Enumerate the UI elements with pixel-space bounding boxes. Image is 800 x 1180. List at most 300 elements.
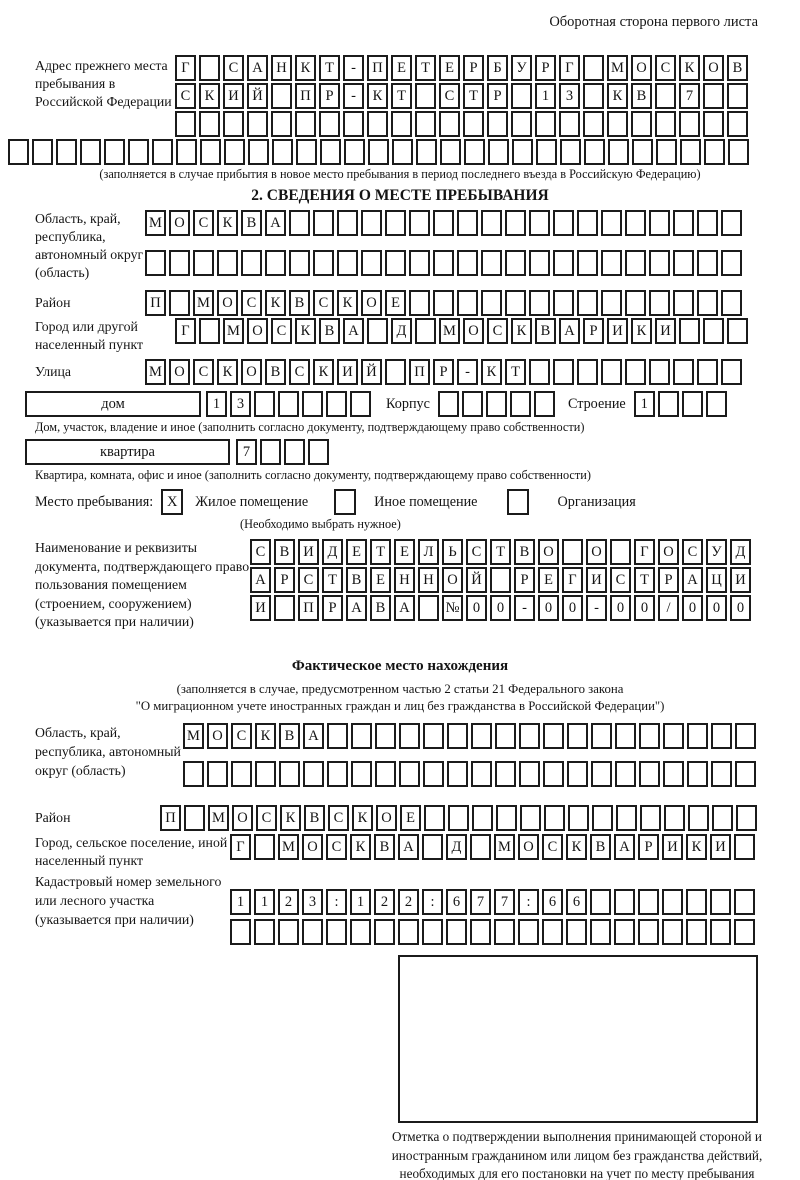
- char-box-empty[interactable]: [721, 250, 742, 276]
- char-box-empty[interactable]: [471, 723, 492, 749]
- char-box-filled[interactable]: 0: [538, 595, 559, 621]
- house-type-box[interactable]: дом: [25, 391, 201, 417]
- char-box-filled[interactable]: В: [346, 567, 367, 593]
- char-box-filled[interactable]: О: [232, 805, 253, 831]
- char-box-empty[interactable]: [169, 290, 190, 316]
- char-box-empty[interactable]: [462, 391, 483, 417]
- char-box-empty[interactable]: [679, 318, 700, 344]
- char-box-empty[interactable]: [687, 723, 708, 749]
- char-box-empty[interactable]: [344, 139, 365, 165]
- char-box-empty[interactable]: [457, 210, 478, 236]
- char-box-filled[interactable]: К: [217, 359, 238, 385]
- char-box-filled[interactable]: 1: [535, 83, 556, 109]
- char-box-filled[interactable]: С: [250, 539, 271, 565]
- char-box-filled[interactable]: Н: [418, 567, 439, 593]
- char-box-empty[interactable]: [375, 761, 396, 787]
- char-box-empty[interactable]: [231, 761, 252, 787]
- char-box-filled[interactable]: В: [370, 595, 391, 621]
- char-box-empty[interactable]: [367, 111, 388, 137]
- char-box-empty[interactable]: [128, 139, 149, 165]
- char-box-filled[interactable]: А: [394, 595, 415, 621]
- char-box-empty[interactable]: [510, 391, 531, 417]
- char-box-empty[interactable]: [424, 805, 445, 831]
- char-box-filled[interactable]: 3: [230, 391, 251, 417]
- char-box-filled[interactable]: 0: [682, 595, 703, 621]
- char-box-filled[interactable]: У: [511, 55, 532, 81]
- char-box-empty[interactable]: [656, 139, 677, 165]
- char-box-filled[interactable]: 6: [542, 889, 563, 915]
- char-box-empty[interactable]: [688, 805, 709, 831]
- char-box-empty[interactable]: [423, 723, 444, 749]
- char-box-empty[interactable]: [199, 318, 220, 344]
- char-box-filled[interactable]: А: [398, 834, 419, 860]
- char-box-empty[interactable]: [505, 210, 526, 236]
- char-box-empty[interactable]: [520, 805, 541, 831]
- char-box-empty[interactable]: [350, 919, 371, 945]
- char-box-filled[interactable]: А: [250, 567, 271, 593]
- char-box-filled[interactable]: А: [614, 834, 635, 860]
- char-box-empty[interactable]: [639, 761, 660, 787]
- char-box-empty[interactable]: [658, 391, 679, 417]
- char-box-empty[interactable]: [543, 761, 564, 787]
- char-box-filled[interactable]: 0: [466, 595, 487, 621]
- char-box-empty[interactable]: [207, 761, 228, 787]
- char-box-filled[interactable]: О: [442, 567, 463, 593]
- char-box-filled[interactable]: С: [466, 539, 487, 565]
- char-box-filled[interactable]: В: [374, 834, 395, 860]
- char-box-empty[interactable]: [583, 111, 604, 137]
- char-box-empty[interactable]: [529, 210, 550, 236]
- char-box-filled[interactable]: В: [631, 83, 652, 109]
- char-box-empty[interactable]: [464, 139, 485, 165]
- char-box-empty[interactable]: [278, 391, 299, 417]
- char-box-filled[interactable]: 2: [398, 889, 419, 915]
- char-box-filled[interactable]: 6: [566, 889, 587, 915]
- char-box-empty[interactable]: [439, 111, 460, 137]
- char-box-empty[interactable]: [543, 723, 564, 749]
- char-box-empty[interactable]: [590, 889, 611, 915]
- char-box-filled[interactable]: Т: [391, 83, 412, 109]
- char-box-filled[interactable]: И: [223, 83, 244, 109]
- char-box-filled[interactable]: В: [514, 539, 535, 565]
- char-box-empty[interactable]: [663, 723, 684, 749]
- char-box-empty[interactable]: [711, 723, 732, 749]
- char-box-filled[interactable]: В: [279, 723, 300, 749]
- char-box-empty[interactable]: [496, 805, 517, 831]
- char-box-empty[interactable]: [313, 210, 334, 236]
- char-box-empty[interactable]: [505, 250, 526, 276]
- char-box-empty[interactable]: [686, 919, 707, 945]
- char-box-empty[interactable]: [682, 391, 703, 417]
- char-box-empty[interactable]: [511, 111, 532, 137]
- char-box-empty[interactable]: [230, 919, 251, 945]
- char-box-filled[interactable]: /: [658, 595, 679, 621]
- char-box-filled[interactable]: О: [169, 359, 190, 385]
- char-box-empty[interactable]: [638, 919, 659, 945]
- char-box-filled[interactable]: 1: [350, 889, 371, 915]
- char-box-empty[interactable]: [415, 83, 436, 109]
- char-box-empty[interactable]: [295, 111, 316, 137]
- char-box-empty[interactable]: [327, 723, 348, 749]
- char-box-empty[interactable]: [398, 919, 419, 945]
- char-box-empty[interactable]: [553, 210, 574, 236]
- char-box-empty[interactable]: [673, 250, 694, 276]
- char-box-empty[interactable]: [505, 290, 526, 316]
- char-box-empty[interactable]: [433, 250, 454, 276]
- char-box-empty[interactable]: [673, 210, 694, 236]
- char-box-filled[interactable]: В: [289, 290, 310, 316]
- char-box-empty[interactable]: [145, 250, 166, 276]
- char-box-empty[interactable]: [223, 111, 244, 137]
- char-box-empty[interactable]: [614, 919, 635, 945]
- char-box-filled[interactable]: Е: [346, 539, 367, 565]
- char-box-empty[interactable]: [583, 55, 604, 81]
- char-box-filled[interactable]: 7: [470, 889, 491, 915]
- char-box-empty[interactable]: [703, 83, 724, 109]
- char-box-empty[interactable]: [375, 723, 396, 749]
- char-box-empty[interactable]: [350, 391, 371, 417]
- char-box-filled[interactable]: К: [631, 318, 652, 344]
- char-box-filled[interactable]: К: [350, 834, 371, 860]
- char-box-empty[interactable]: [415, 111, 436, 137]
- char-box-filled[interactable]: -: [457, 359, 478, 385]
- char-box-filled[interactable]: К: [280, 805, 301, 831]
- char-box-empty[interactable]: [560, 139, 581, 165]
- char-box-empty[interactable]: [583, 83, 604, 109]
- char-box-filled[interactable]: Г: [175, 318, 196, 344]
- char-box-filled[interactable]: М: [223, 318, 244, 344]
- char-box-filled[interactable]: П: [145, 290, 166, 316]
- char-box-filled[interactable]: К: [511, 318, 532, 344]
- char-box-empty[interactable]: [721, 290, 742, 316]
- char-box-empty[interactable]: [553, 250, 574, 276]
- char-box-empty[interactable]: [495, 761, 516, 787]
- char-box-empty[interactable]: [470, 919, 491, 945]
- char-box-empty[interactable]: [392, 139, 413, 165]
- char-box-filled[interactable]: С: [175, 83, 196, 109]
- char-box-empty[interactable]: [399, 761, 420, 787]
- char-box-filled[interactable]: В: [319, 318, 340, 344]
- char-box-filled[interactable]: И: [710, 834, 731, 860]
- char-box-empty[interactable]: [615, 761, 636, 787]
- char-box-filled[interactable]: О: [302, 834, 323, 860]
- char-box-empty[interactable]: [568, 805, 589, 831]
- char-box-filled[interactable]: К: [199, 83, 220, 109]
- char-box-empty[interactable]: [199, 55, 220, 81]
- char-box-empty[interactable]: [679, 111, 700, 137]
- apartment-type-box[interactable]: квартира: [25, 439, 230, 465]
- char-box-filled[interactable]: С: [256, 805, 277, 831]
- char-box-empty[interactable]: [183, 761, 204, 787]
- char-box-empty[interactable]: [567, 761, 588, 787]
- char-box-empty[interactable]: [592, 805, 613, 831]
- char-box-empty[interactable]: [727, 83, 748, 109]
- char-box-filled[interactable]: А: [265, 210, 286, 236]
- char-box-empty[interactable]: [614, 889, 635, 915]
- char-box-filled[interactable]: С: [193, 359, 214, 385]
- char-box-empty[interactable]: [175, 111, 196, 137]
- char-box-empty[interactable]: [601, 290, 622, 316]
- char-box-filled[interactable]: К: [481, 359, 502, 385]
- char-box-filled[interactable]: Т: [322, 567, 343, 593]
- char-box-filled[interactable]: 1: [634, 391, 655, 417]
- char-box-filled[interactable]: О: [207, 723, 228, 749]
- char-box-empty[interactable]: [471, 761, 492, 787]
- char-box-filled[interactable]: Е: [385, 290, 406, 316]
- char-box-empty[interactable]: [327, 761, 348, 787]
- char-box-filled[interactable]: К: [217, 210, 238, 236]
- char-box-filled[interactable]: Р: [319, 83, 340, 109]
- char-box-empty[interactable]: [457, 290, 478, 316]
- char-box-filled[interactable]: Р: [658, 567, 679, 593]
- char-box-filled[interactable]: И: [298, 539, 319, 565]
- char-box-filled[interactable]: Н: [271, 55, 292, 81]
- char-box-empty[interactable]: [655, 83, 676, 109]
- char-box-filled[interactable]: А: [343, 318, 364, 344]
- char-box-filled[interactable]: 0: [610, 595, 631, 621]
- char-box-empty[interactable]: [625, 210, 646, 236]
- char-box-empty[interactable]: [416, 139, 437, 165]
- char-box-empty[interactable]: [199, 111, 220, 137]
- char-box-empty[interactable]: [736, 805, 757, 831]
- char-box-empty[interactable]: [247, 111, 268, 137]
- char-box-empty[interactable]: [361, 210, 382, 236]
- char-box-filled[interactable]: 2: [278, 889, 299, 915]
- char-box-empty[interactable]: [735, 761, 756, 787]
- char-box-empty[interactable]: [374, 919, 395, 945]
- char-box-empty[interactable]: [385, 359, 406, 385]
- char-box-empty[interactable]: [577, 210, 598, 236]
- char-box-empty[interactable]: [399, 723, 420, 749]
- char-box-filled[interactable]: В: [727, 55, 748, 81]
- char-box-filled[interactable]: М: [439, 318, 460, 344]
- char-box-filled[interactable]: М: [208, 805, 229, 831]
- char-box-empty[interactable]: [607, 111, 628, 137]
- checkbox-inoe[interactable]: [334, 489, 356, 515]
- char-box-empty[interactable]: [697, 290, 718, 316]
- char-box-filled[interactable]: О: [658, 539, 679, 565]
- char-box-empty[interactable]: [255, 761, 276, 787]
- char-box-filled[interactable]: Т: [319, 55, 340, 81]
- char-box-empty[interactable]: [272, 139, 293, 165]
- char-box-filled[interactable]: Т: [370, 539, 391, 565]
- char-box-empty[interactable]: [601, 359, 622, 385]
- char-box-empty[interactable]: [591, 723, 612, 749]
- char-box-filled[interactable]: В: [265, 359, 286, 385]
- char-box-empty[interactable]: [712, 805, 733, 831]
- char-box-empty[interactable]: [289, 210, 310, 236]
- char-box-empty[interactable]: [734, 834, 755, 860]
- char-box-empty[interactable]: [418, 595, 439, 621]
- char-box-filled[interactable]: Е: [400, 805, 421, 831]
- char-box-empty[interactable]: [274, 595, 295, 621]
- char-box-empty[interactable]: [184, 805, 205, 831]
- char-box-filled[interactable]: Н: [394, 567, 415, 593]
- char-box-filled[interactable]: С: [193, 210, 214, 236]
- char-box-empty[interactable]: [260, 439, 281, 465]
- char-box-empty[interactable]: [542, 919, 563, 945]
- char-box-filled[interactable]: И: [730, 567, 751, 593]
- char-box-filled[interactable]: К: [607, 83, 628, 109]
- char-box-filled[interactable]: Г: [562, 567, 583, 593]
- char-box-empty[interactable]: [367, 318, 388, 344]
- char-box-filled[interactable]: С: [542, 834, 563, 860]
- char-box-empty[interactable]: [680, 139, 701, 165]
- char-box-empty[interactable]: [422, 834, 443, 860]
- char-box-empty[interactable]: [697, 359, 718, 385]
- char-box-empty[interactable]: [176, 139, 197, 165]
- char-box-empty[interactable]: [351, 761, 372, 787]
- char-box-empty[interactable]: [495, 723, 516, 749]
- char-box-filled[interactable]: О: [247, 318, 268, 344]
- char-box-empty[interactable]: [616, 805, 637, 831]
- char-box-filled[interactable]: П: [367, 55, 388, 81]
- char-box-empty[interactable]: [415, 318, 436, 344]
- char-box-empty[interactable]: [303, 761, 324, 787]
- char-box-empty[interactable]: [193, 250, 214, 276]
- char-box-empty[interactable]: [409, 250, 430, 276]
- char-box-empty[interactable]: [472, 805, 493, 831]
- char-box-empty[interactable]: [337, 210, 358, 236]
- char-box-filled[interactable]: Е: [391, 55, 412, 81]
- char-box-empty[interactable]: [529, 359, 550, 385]
- char-box-empty[interactable]: [438, 391, 459, 417]
- char-box-empty[interactable]: [687, 761, 708, 787]
- checkbox-zhiloe[interactable]: X: [161, 489, 183, 515]
- char-box-empty[interactable]: [481, 290, 502, 316]
- char-box-empty[interactable]: [577, 359, 598, 385]
- char-box-filled[interactable]: Р: [322, 595, 343, 621]
- char-box-filled[interactable]: И: [655, 318, 676, 344]
- char-box-filled[interactable]: Д: [322, 539, 343, 565]
- char-box-filled[interactable]: О: [463, 318, 484, 344]
- char-box-filled[interactable]: :: [518, 889, 539, 915]
- char-box-filled[interactable]: С: [439, 83, 460, 109]
- char-box-empty[interactable]: [735, 723, 756, 749]
- char-box-filled[interactable]: О: [169, 210, 190, 236]
- char-box-empty[interactable]: [32, 139, 53, 165]
- char-box-filled[interactable]: Е: [538, 567, 559, 593]
- char-box-empty[interactable]: [296, 139, 317, 165]
- char-box-filled[interactable]: 0: [562, 595, 583, 621]
- char-box-empty[interactable]: [610, 539, 631, 565]
- char-box-filled[interactable]: Г: [559, 55, 580, 81]
- char-box-filled[interactable]: 0: [490, 595, 511, 621]
- char-box-filled[interactable]: К: [679, 55, 700, 81]
- char-box-empty[interactable]: [577, 250, 598, 276]
- char-box-empty[interactable]: [254, 919, 275, 945]
- char-box-filled[interactable]: 3: [302, 889, 323, 915]
- char-box-empty[interactable]: [494, 919, 515, 945]
- char-box-empty[interactable]: [457, 250, 478, 276]
- char-box-empty[interactable]: [302, 919, 323, 945]
- char-box-empty[interactable]: [640, 805, 661, 831]
- char-box-empty[interactable]: [422, 919, 443, 945]
- char-box-filled[interactable]: Р: [638, 834, 659, 860]
- char-box-empty[interactable]: [711, 761, 732, 787]
- char-box-empty[interactable]: [632, 139, 653, 165]
- char-box-empty[interactable]: [601, 250, 622, 276]
- char-box-empty[interactable]: [56, 139, 77, 165]
- char-box-filled[interactable]: В: [590, 834, 611, 860]
- char-box-filled[interactable]: А: [682, 567, 703, 593]
- char-box-empty[interactable]: [553, 290, 574, 316]
- char-box-filled[interactable]: 1: [254, 889, 275, 915]
- char-box-empty[interactable]: [649, 250, 670, 276]
- char-box-empty[interactable]: [710, 889, 731, 915]
- char-box-empty[interactable]: [519, 761, 540, 787]
- char-box-empty[interactable]: [663, 761, 684, 787]
- char-box-empty[interactable]: [481, 250, 502, 276]
- char-box-empty[interactable]: [703, 318, 724, 344]
- char-box-filled[interactable]: К: [313, 359, 334, 385]
- char-box-filled[interactable]: 6: [446, 889, 467, 915]
- char-box-filled[interactable]: :: [326, 889, 347, 915]
- char-box-filled[interactable]: С: [298, 567, 319, 593]
- char-box-empty[interactable]: [721, 359, 742, 385]
- char-box-filled[interactable]: Д: [446, 834, 467, 860]
- char-box-empty[interactable]: [271, 111, 292, 137]
- char-box-empty[interactable]: [512, 139, 533, 165]
- char-box-filled[interactable]: 1: [230, 889, 251, 915]
- char-box-filled[interactable]: К: [265, 290, 286, 316]
- char-box-filled[interactable]: М: [278, 834, 299, 860]
- char-box-empty[interactable]: [536, 139, 557, 165]
- char-box-filled[interactable]: М: [183, 723, 204, 749]
- char-box-filled[interactable]: Л: [418, 539, 439, 565]
- char-box-filled[interactable]: О: [703, 55, 724, 81]
- char-box-filled[interactable]: К: [295, 318, 316, 344]
- char-box-filled[interactable]: В: [274, 539, 295, 565]
- char-box-empty[interactable]: [368, 139, 389, 165]
- char-box-empty[interactable]: [447, 723, 468, 749]
- char-box-empty[interactable]: [200, 139, 221, 165]
- char-box-empty[interactable]: [278, 919, 299, 945]
- char-box-filled[interactable]: К: [352, 805, 373, 831]
- char-box-empty[interactable]: [488, 139, 509, 165]
- char-box-filled[interactable]: Р: [463, 55, 484, 81]
- char-box-empty[interactable]: [152, 139, 173, 165]
- char-box-empty[interactable]: [638, 889, 659, 915]
- char-box-empty[interactable]: [534, 391, 555, 417]
- char-box-empty[interactable]: [391, 111, 412, 137]
- char-box-empty[interactable]: [519, 723, 540, 749]
- char-box-filled[interactable]: С: [231, 723, 252, 749]
- char-box-empty[interactable]: [447, 761, 468, 787]
- char-box-empty[interactable]: [361, 250, 382, 276]
- char-box-empty[interactable]: [385, 210, 406, 236]
- char-box-empty[interactable]: [559, 111, 580, 137]
- char-box-filled[interactable]: 3: [559, 83, 580, 109]
- char-box-empty[interactable]: [625, 359, 646, 385]
- char-box-empty[interactable]: [8, 139, 29, 165]
- char-box-empty[interactable]: [169, 250, 190, 276]
- char-box-filled[interactable]: М: [145, 359, 166, 385]
- char-box-filled[interactable]: 7: [494, 889, 515, 915]
- char-box-empty[interactable]: [590, 919, 611, 945]
- char-box-filled[interactable]: Й: [361, 359, 382, 385]
- char-box-filled[interactable]: 7: [236, 439, 257, 465]
- char-box-filled[interactable]: М: [607, 55, 628, 81]
- char-box-empty[interactable]: [734, 919, 755, 945]
- char-box-filled[interactable]: :: [422, 889, 443, 915]
- char-box-empty[interactable]: [529, 250, 550, 276]
- char-box-empty[interactable]: [649, 210, 670, 236]
- char-box-empty[interactable]: [601, 210, 622, 236]
- char-box-empty[interactable]: [423, 761, 444, 787]
- char-box-empty[interactable]: [562, 539, 583, 565]
- char-box-empty[interactable]: [673, 290, 694, 316]
